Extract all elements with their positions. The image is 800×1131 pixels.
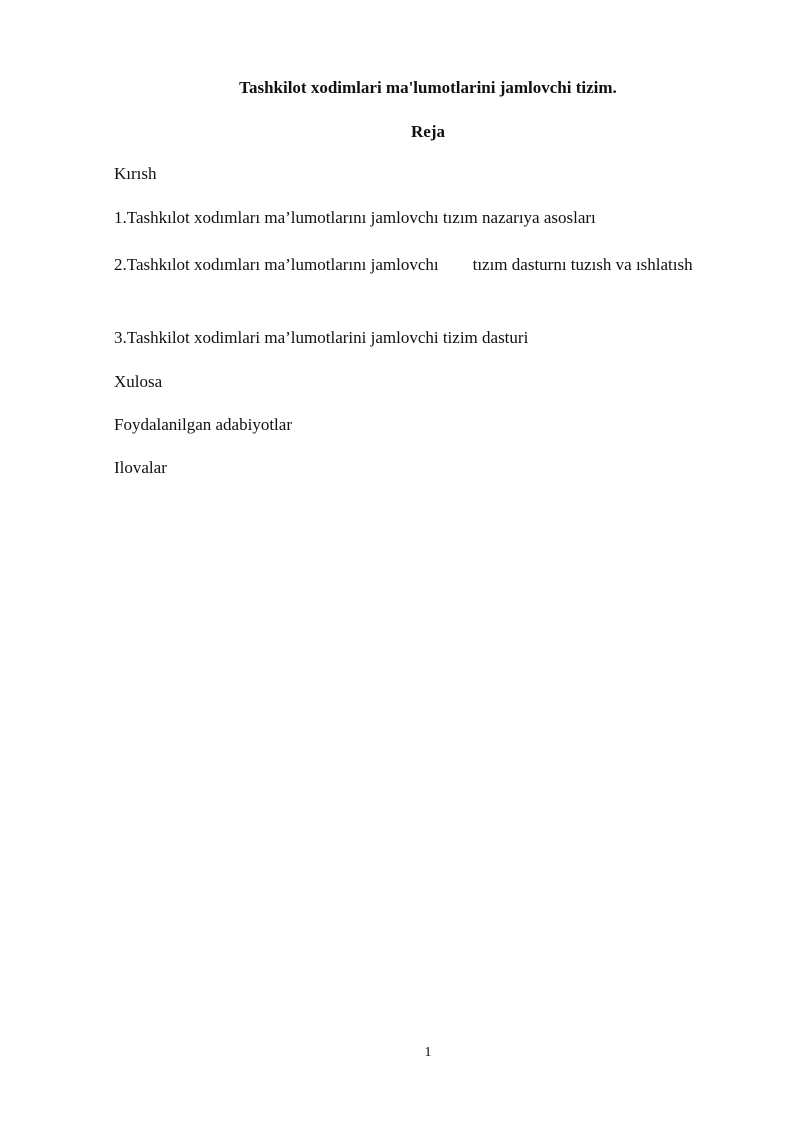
toc-item-appendices: Ilovalar xyxy=(114,458,167,477)
toc-item-conclusion: Xulosa xyxy=(114,372,163,391)
toc-item-2-part-1: 2.Tashkılot xodımları ma’lumotlarını jamlovchı xyxy=(114,255,439,274)
toc-item-2-part-2: tızım dasturnı tuzısh va ıshlatısh xyxy=(472,255,693,274)
toc-item-references: Foydalanilgan adabiyotlar xyxy=(114,415,292,434)
toc-item-1: 1.Tashkılot xodımları ma’lumotlarını jamlovchı tızım nazarıya asosları xyxy=(114,208,596,227)
document-title: Tashkilot xodimlari ma'lumotlarini jamlovchi tizim. xyxy=(239,78,617,97)
page-number: 1 xyxy=(424,1045,432,1060)
toc-item-3: 3.Tashkilot xodimlari ma’lumotlarini jamlovchi tizim dasturi xyxy=(114,328,529,347)
toc-item-introduction: Kırısh xyxy=(114,164,157,183)
toc-item-2 xyxy=(114,250,694,280)
plan-heading: Reja xyxy=(411,122,445,141)
